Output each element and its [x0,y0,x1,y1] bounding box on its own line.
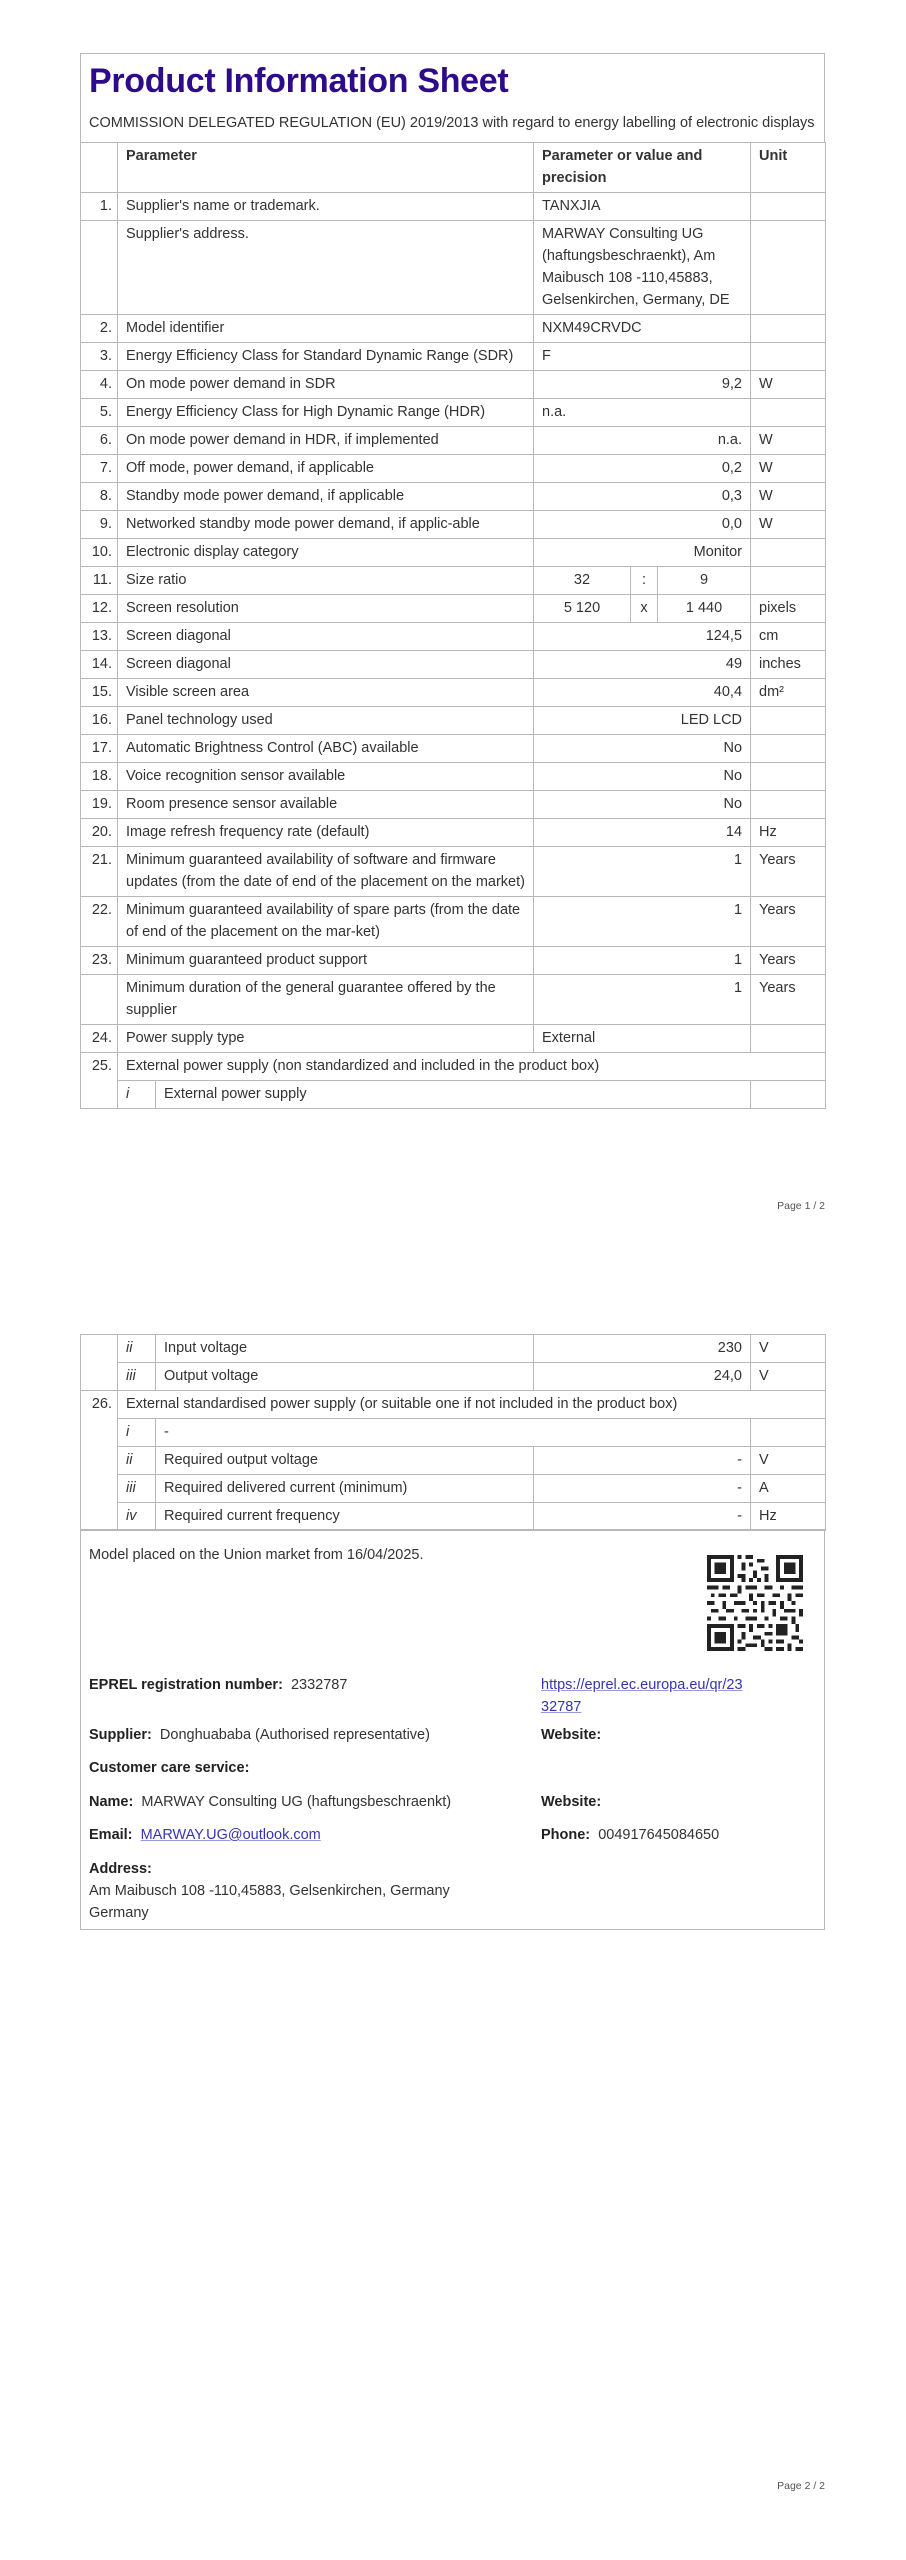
eprel-label: EPREL registration number: [89,1677,283,1693]
row-num: 26. [81,1391,118,1531]
row-unit [751,763,826,791]
resolution-width: 5 120 [534,595,631,623]
row-unit: cm [751,623,826,651]
sub-value: 24,0 [534,1363,751,1391]
section-label: External standardised power supply (or suitable one if not included in the product box) [118,1391,826,1419]
eprel-link-line1[interactable]: https://eprel.ec.europa.eu/qr/23 [541,1677,743,1693]
sub-index: ii [118,1447,156,1475]
row-unit: W [751,427,826,455]
sub-label: Required delivered current (minimum) [156,1475,534,1503]
eprel-registration [89,1674,347,1696]
sub-label: External power supply [156,1081,751,1109]
header-unit: Unit [751,143,826,193]
header-value: Parameter or value and precision [534,143,751,193]
row-unit: Years [751,975,826,1025]
table-row [81,819,826,847]
row-unit: dm² [751,679,826,707]
email-link[interactable]: MARWAY.UG@outlook.com [140,1827,321,1843]
website-label: Website: [541,1727,602,1743]
row-unit [751,343,826,371]
row-num: 11. [81,567,118,595]
row-value: 0,0 [534,511,751,539]
row-value: No [534,763,751,791]
row-label: Minimum guaranteed availability of software and firmware updates (from the date of end of the placement on the market) [118,847,534,897]
row-label: Supplier's name or trademark. [118,193,534,221]
sub-row [81,1419,826,1447]
row-label: Supplier's address. [118,221,534,315]
eprel-link[interactable] [541,1674,801,1718]
row-value: n.a. [534,399,751,427]
row-num: 22. [81,897,118,947]
row-num: 16. [81,707,118,735]
email-line [89,1824,321,1846]
page-number-1: Page 1 / 2 [777,1200,825,1212]
qr-code-icon[interactable] [707,1555,803,1651]
row-num: 13. [81,623,118,651]
row-label: Screen diagonal [118,623,534,651]
row-unit: W [751,455,826,483]
supplier-website [541,1724,601,1746]
row-value: 0,3 [534,483,751,511]
row-unit [751,193,826,221]
table-row [81,193,826,221]
row-value: Monitor [534,539,751,567]
table-row [81,343,826,371]
row-num: 1. [81,193,118,221]
sub-row [81,1335,826,1363]
table-row [81,399,826,427]
row-num: 6. [81,427,118,455]
row-unit: Years [751,847,826,897]
row-num: 19. [81,791,118,819]
page-title: Product Information Sheet [89,62,509,100]
sub-label: Output voltage [156,1363,534,1391]
sub-value: - [534,1475,751,1503]
row-num: 10. [81,539,118,567]
sub-value: - [534,1447,751,1475]
row-num: 2. [81,315,118,343]
table-row [81,763,826,791]
table-row [81,735,826,763]
table-row [81,315,826,343]
row-label: Electronic display category [118,539,534,567]
sub-label: - [156,1419,751,1447]
regulation-subtitle: COMMISSION DELEGATED REGULATION (EU) 2019/2013 with regard to energy labelling of electronic displays [89,115,815,131]
sub-index: iii [118,1363,156,1391]
row-num: 20. [81,819,118,847]
row-value: n.a. [534,427,751,455]
row-value: No [534,735,751,763]
row-value: 9,2 [534,371,751,399]
row-unit: Years [751,897,826,947]
row-label: Visible screen area [118,679,534,707]
document-header [80,53,825,142]
market-date-text: Model placed on the Union market from 16/04/2025. [89,1547,424,1563]
row-unit [751,1025,826,1053]
row-label: Energy Efficiency Class for Standard Dynamic Range (SDR) [118,343,534,371]
customer-care-heading [89,1757,249,1779]
row-value: External [534,1025,751,1053]
row-value: 0,2 [534,455,751,483]
supplier-line [89,1724,430,1746]
resolution-height: 1 440 [658,595,751,623]
address-line-2: Germany [89,1905,149,1921]
eprel-number: 2332787 [290,1677,348,1693]
sub-label: Required output voltage [156,1447,534,1475]
sub-row [81,1447,826,1475]
eprel-info-box [80,1529,825,1930]
row-num: 25. [81,1053,118,1109]
sub-row [81,1081,826,1109]
sub-index: i [118,1419,156,1447]
row-label: Image refresh frequency rate (default) [118,819,534,847]
phone-label: Phone: [541,1827,591,1843]
table-row [81,791,826,819]
table-row [81,427,826,455]
name-label: Name: [89,1794,134,1810]
row-value: 1 [534,897,751,947]
customer-care-label: Customer care service: [89,1760,250,1776]
table-row [81,221,826,315]
row-unit [751,399,826,427]
table-row [81,897,826,947]
sub-row [81,1363,826,1391]
table-row [81,947,826,975]
table-row [81,511,826,539]
table-row [81,623,826,651]
table-row [81,1025,826,1053]
address-line-1: Am Maibusch 108 -110,45883, Gelsenkirchen, Germany [89,1883,450,1899]
ratio-width: 32 [534,567,631,595]
row-label: Automatic Brightness Control (ABC) available [118,735,534,763]
table-row [81,651,826,679]
name-value: MARWAY Consulting UG (haftungsbeschraenkt) [141,1794,452,1810]
power-supply-table [80,1334,826,1531]
row-value: 49 [534,651,751,679]
row-num: 21. [81,847,118,897]
row-value: 40,4 [534,679,751,707]
page-2 [80,1334,825,1531]
row-unit [751,707,826,735]
header-parameter: Parameter [118,143,534,193]
row-num: 9. [81,511,118,539]
eprel-link-line2[interactable]: 32787 [541,1699,582,1715]
supplier-label: Supplier: [89,1727,152,1743]
table-row [81,483,826,511]
row-num: 18. [81,763,118,791]
table-row-size-ratio [81,567,826,595]
row-unit: W [751,371,826,399]
row-num: 12. [81,595,118,623]
table-header-row [81,143,826,193]
sub-unit: A [751,1475,826,1503]
row-unit: pixels [751,595,826,623]
row-num: 7. [81,455,118,483]
sub-value: - [534,1503,751,1531]
row-unit: inches [751,651,826,679]
sub-row [81,1503,826,1531]
row-num: 14. [81,651,118,679]
sub-index: ii [118,1335,156,1363]
row-label: Size ratio [118,567,534,595]
row-label: Networked standby mode power demand, if applic-able [118,511,534,539]
row-num [81,221,118,315]
address-label: Address: [89,1861,152,1877]
section-label: External power supply (non standardized and included in the product box) [118,1053,826,1081]
sub-value: 230 [534,1335,751,1363]
row-num: 17. [81,735,118,763]
care-website [541,1791,601,1813]
table-row [81,679,826,707]
section-25-header [81,1053,826,1081]
table-row-resolution [81,595,826,623]
sub-index: i [118,1081,156,1109]
email-label: Email: [89,1827,133,1843]
sub-label: Required current frequency [156,1503,534,1531]
row-unit: Years [751,947,826,975]
ratio-separator: : [631,567,658,595]
row-unit [751,539,826,567]
sub-unit: V [751,1363,826,1391]
phone-value: 004917645084650 [598,1827,720,1843]
header-num [81,143,118,193]
row-unit: Hz [751,819,826,847]
row-unit [751,221,826,315]
sub-unit: Hz [751,1503,826,1531]
row-num: 23. [81,947,118,975]
row-value: LED LCD [534,707,751,735]
table-row [81,455,826,483]
table-row [81,975,826,1025]
row-unit [751,567,826,595]
row-num [81,975,118,1025]
supplier-value: Donghuababa (Authorised representative) [159,1727,430,1743]
row-label: On mode power demand in SDR [118,371,534,399]
row-value: 1 [534,847,751,897]
row-label: Screen resolution [118,595,534,623]
row-value: 124,5 [534,623,751,651]
row-num: 4. [81,371,118,399]
sub-unit [751,1081,826,1109]
row-num-continued [81,1335,118,1391]
page-number-2: Page 2 / 2 [777,2480,825,2492]
row-value: 14 [534,819,751,847]
address-block [89,1858,450,1924]
website-label: Website: [541,1794,602,1810]
row-num: 5. [81,399,118,427]
row-num: 8. [81,483,118,511]
row-label: Panel technology used [118,707,534,735]
row-num: 3. [81,343,118,371]
table-row [81,539,826,567]
phone-line [541,1824,719,1846]
row-unit [751,791,826,819]
row-label: Screen diagonal [118,651,534,679]
care-name-line [89,1791,451,1813]
row-label: Energy Efficiency Class for High Dynamic Range (HDR) [118,399,534,427]
row-value: F [534,343,751,371]
row-value: TANXJIA [534,193,751,221]
row-value: MARWAY Consulting UG (haftungsbeschraenkt), Am Maibusch 108 -110,45883, Gelsenkirchen, Germany, DE [534,221,751,315]
sub-unit: V [751,1335,826,1363]
row-value: 1 [534,975,751,1025]
row-label: Minimum guaranteed product support [118,947,534,975]
row-num: 15. [81,679,118,707]
row-label: Power supply type [118,1025,534,1053]
row-unit: W [751,483,826,511]
sub-index: iii [118,1475,156,1503]
row-label: Minimum duration of the general guarantee offered by the supplier [118,975,534,1025]
row-unit [751,315,826,343]
section-26-header [81,1391,826,1419]
sub-unit: V [751,1447,826,1475]
ratio-height: 9 [658,567,751,595]
product-info-table [80,142,826,1109]
sub-index: iv [118,1503,156,1531]
row-label: Off mode, power demand, if applicable [118,455,534,483]
row-label: Standby mode power demand, if applicable [118,483,534,511]
row-label: On mode power demand in HDR, if implemented [118,427,534,455]
row-value: 1 [534,947,751,975]
row-label: Model identifier [118,315,534,343]
sub-label: Input voltage [156,1335,534,1363]
sub-row [81,1475,826,1503]
row-label: Minimum guaranteed availability of spare parts (from the date of end of the placement on the mar-ket) [118,897,534,947]
row-value: NXM49CRVDC [534,315,751,343]
row-value: No [534,791,751,819]
sub-unit [751,1419,826,1447]
table-row [81,847,826,897]
row-unit [751,735,826,763]
table-row [81,371,826,399]
row-label: Voice recognition sensor available [118,763,534,791]
row-label: Room presence sensor available [118,791,534,819]
table-row [81,707,826,735]
row-num: 24. [81,1025,118,1053]
page-1 [80,53,825,1109]
row-unit: W [751,511,826,539]
resolution-separator: x [631,595,658,623]
